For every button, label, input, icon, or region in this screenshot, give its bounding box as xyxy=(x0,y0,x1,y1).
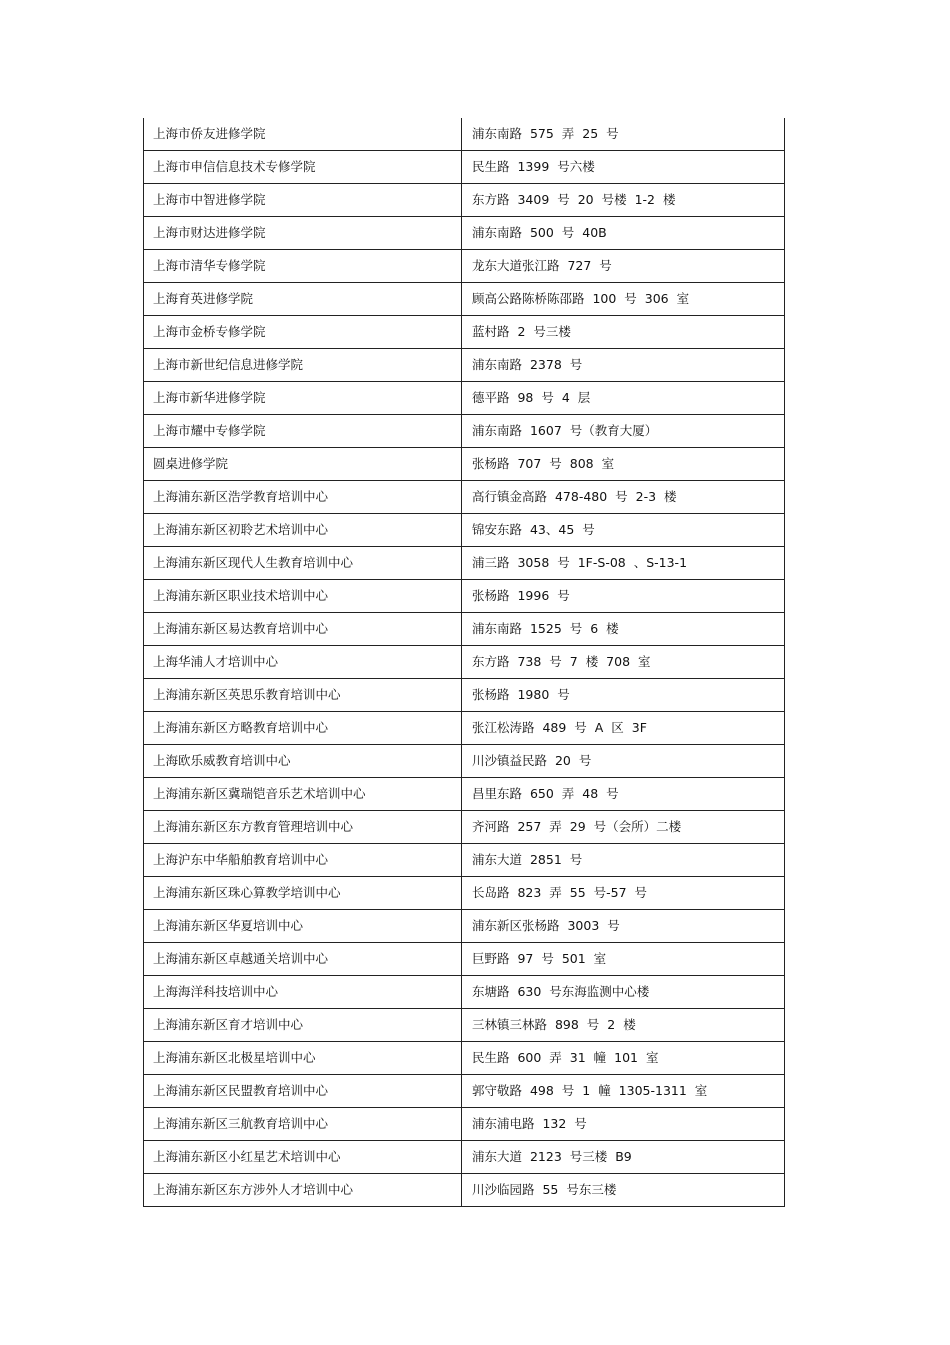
institution-address-cell: 齐河路 257 弄 29 号（会所）二楼 xyxy=(462,811,785,844)
table-row xyxy=(144,1141,785,1174)
table-row xyxy=(144,811,785,844)
institution-address-cell: 浦东南路 2378 号 xyxy=(462,349,785,382)
table-row xyxy=(144,844,785,877)
institution-name-cell: 上海市申信信息技术专修学院 xyxy=(144,151,462,184)
institution-address-cell: 巨野路 97 号 501 室 xyxy=(462,943,785,976)
table-row xyxy=(144,316,785,349)
institution-address-cell: 浦东南路 500 号 40B xyxy=(462,217,785,250)
institution-address-cell: 浦三路 3058 号 1F-S-08 、S-13-1 xyxy=(462,547,785,580)
table-row xyxy=(144,1174,785,1207)
institution-address-cell: 东方路 3409 号 20 号楼 1-2 楼 xyxy=(462,184,785,217)
table-row xyxy=(144,1075,785,1108)
table-row xyxy=(144,118,785,151)
institution-name-cell: 上海欧乐威教育培训中心 xyxy=(144,745,462,778)
institution-address-cell: 龙东大道张江路 727 号 xyxy=(462,250,785,283)
table-body xyxy=(144,118,785,1207)
institution-address-cell: 川沙镇益民路 20 号 xyxy=(462,745,785,778)
institution-name-cell: 上海浦东新区英思乐教育培训中心 xyxy=(144,679,462,712)
table-row xyxy=(144,745,785,778)
table-row xyxy=(144,1042,785,1075)
institution-address-cell: 浦东新区张杨路 3003 号 xyxy=(462,910,785,943)
table-row xyxy=(144,613,785,646)
table-row xyxy=(144,184,785,217)
institution-name-cell: 上海浦东新区华夏培训中心 xyxy=(144,910,462,943)
institution-name-cell: 上海浦东新区卓越通关培训中心 xyxy=(144,943,462,976)
institution-name-cell: 上海浦东新区初聆艺术培训中心 xyxy=(144,514,462,547)
institution-address-cell: 锦安东路 43、45 号 xyxy=(462,514,785,547)
institution-name-cell: 上海浦东新区民盟教育培训中心 xyxy=(144,1075,462,1108)
institution-name-cell: 上海浦东新区三航教育培训中心 xyxy=(144,1108,462,1141)
table-row xyxy=(144,646,785,679)
institution-address-cell: 张杨路 1980 号 xyxy=(462,679,785,712)
institution-name-cell: 上海浦东新区小红星艺术培训中心 xyxy=(144,1141,462,1174)
institution-name-cell: 上海市耀中专修学院 xyxy=(144,415,462,448)
institution-address-cell: 东方路 738 号 7 楼 708 室 xyxy=(462,646,785,679)
institution-name-cell: 上海沪东中华船舶教育培训中心 xyxy=(144,844,462,877)
institution-address-cell: 浦东大道 2123 号三楼 B9 xyxy=(462,1141,785,1174)
table-row xyxy=(144,778,785,811)
institution-name-cell: 上海市侨友进修学院 xyxy=(144,118,462,151)
institution-address-cell: 长岛路 823 弄 55 号-57 号 xyxy=(462,877,785,910)
institution-name-cell: 上海海洋科技培训中心 xyxy=(144,976,462,1009)
institution-name-cell: 上海华浦人才培训中心 xyxy=(144,646,462,679)
institution-name-cell: 上海浦东新区现代人生教育培训中心 xyxy=(144,547,462,580)
institution-name-cell: 上海浦东新区育才培训中心 xyxy=(144,1009,462,1042)
institution-address-cell: 张杨路 707 号 808 室 xyxy=(462,448,785,481)
institution-name-cell: 上海浦东新区东方涉外人才培训中心 xyxy=(144,1174,462,1207)
institution-name-cell: 上海市财达进修学院 xyxy=(144,217,462,250)
institution-name-cell: 上海育英进修学院 xyxy=(144,283,462,316)
institution-address-cell: 浦东南路 575 弄 25 号 xyxy=(462,118,785,151)
institution-address-cell: 东塘路 630 号东海监测中心楼 xyxy=(462,976,785,1009)
institution-name-cell: 上海市新华进修学院 xyxy=(144,382,462,415)
institution-address-cell: 顾高公路陈桥陈邵路 100 号 306 室 xyxy=(462,283,785,316)
table-row xyxy=(144,151,785,184)
institution-name-cell: 上海浦东新区珠心算教学培训中心 xyxy=(144,877,462,910)
institution-name-cell: 上海市金桥专修学院 xyxy=(144,316,462,349)
institution-address-cell: 三林镇三林路 898 号 2 楼 xyxy=(462,1009,785,1042)
table-row xyxy=(144,349,785,382)
institution-name-cell: 上海市新世纪信息进修学院 xyxy=(144,349,462,382)
institution-name-cell: 上海浦东新区北极星培训中心 xyxy=(144,1042,462,1075)
table-row xyxy=(144,580,785,613)
institution-address-table xyxy=(143,118,785,1207)
institution-address-cell: 蓝村路 2 号三楼 xyxy=(462,316,785,349)
table-row xyxy=(144,514,785,547)
institution-address-cell: 浦东南路 1607 号（教育大厦） xyxy=(462,415,785,448)
institution-name-cell: 上海浦东新区东方教育管理培训中心 xyxy=(144,811,462,844)
institution-address-cell: 浦东浦电路 132 号 xyxy=(462,1108,785,1141)
table-row xyxy=(144,448,785,481)
institution-address-cell: 郭守敬路 498 号 1 幢 1305-1311 室 xyxy=(462,1075,785,1108)
table-row xyxy=(144,283,785,316)
institution-name-cell: 上海市清华专修学院 xyxy=(144,250,462,283)
table-row xyxy=(144,415,785,448)
institution-address-cell: 德平路 98 号 4 层 xyxy=(462,382,785,415)
institution-name-cell: 上海浦东新区浩学教育培训中心 xyxy=(144,481,462,514)
table-row xyxy=(144,547,785,580)
institution-address-cell: 浦东南路 1525 号 6 楼 xyxy=(462,613,785,646)
institution-address-cell: 民生路 600 弄 31 幢 101 室 xyxy=(462,1042,785,1075)
institution-name-cell: 上海浦东新区职业技术培训中心 xyxy=(144,580,462,613)
institution-address-cell: 浦东大道 2851 号 xyxy=(462,844,785,877)
table-row xyxy=(144,250,785,283)
table-row xyxy=(144,217,785,250)
institution-name-cell: 上海浦东新区方略教育培训中心 xyxy=(144,712,462,745)
institution-address-cell: 民生路 1399 号六楼 xyxy=(462,151,785,184)
table-row xyxy=(144,1108,785,1141)
institution-name-cell: 上海浦东新区易达教育培训中心 xyxy=(144,613,462,646)
institution-name-cell: 上海浦东新区冀瑞铠音乐艺术培训中心 xyxy=(144,778,462,811)
institution-address-cell: 川沙临园路 55 号东三楼 xyxy=(462,1174,785,1207)
institution-address-cell: 昌里东路 650 弄 48 号 xyxy=(462,778,785,811)
table-row xyxy=(144,712,785,745)
institution-address-cell: 张江松涛路 489 号 A 区 3F xyxy=(462,712,785,745)
institution-name-cell: 上海市中智进修学院 xyxy=(144,184,462,217)
table-row xyxy=(144,976,785,1009)
table-row xyxy=(144,1009,785,1042)
table-row xyxy=(144,679,785,712)
institution-name-cell: 圆桌进修学院 xyxy=(144,448,462,481)
table-row xyxy=(144,877,785,910)
table-row xyxy=(144,481,785,514)
table-row xyxy=(144,382,785,415)
table-row xyxy=(144,910,785,943)
institution-address-cell: 高行镇金高路 478-480 号 2-3 楼 xyxy=(462,481,785,514)
table-row xyxy=(144,943,785,976)
institution-address-cell: 张杨路 1996 号 xyxy=(462,580,785,613)
